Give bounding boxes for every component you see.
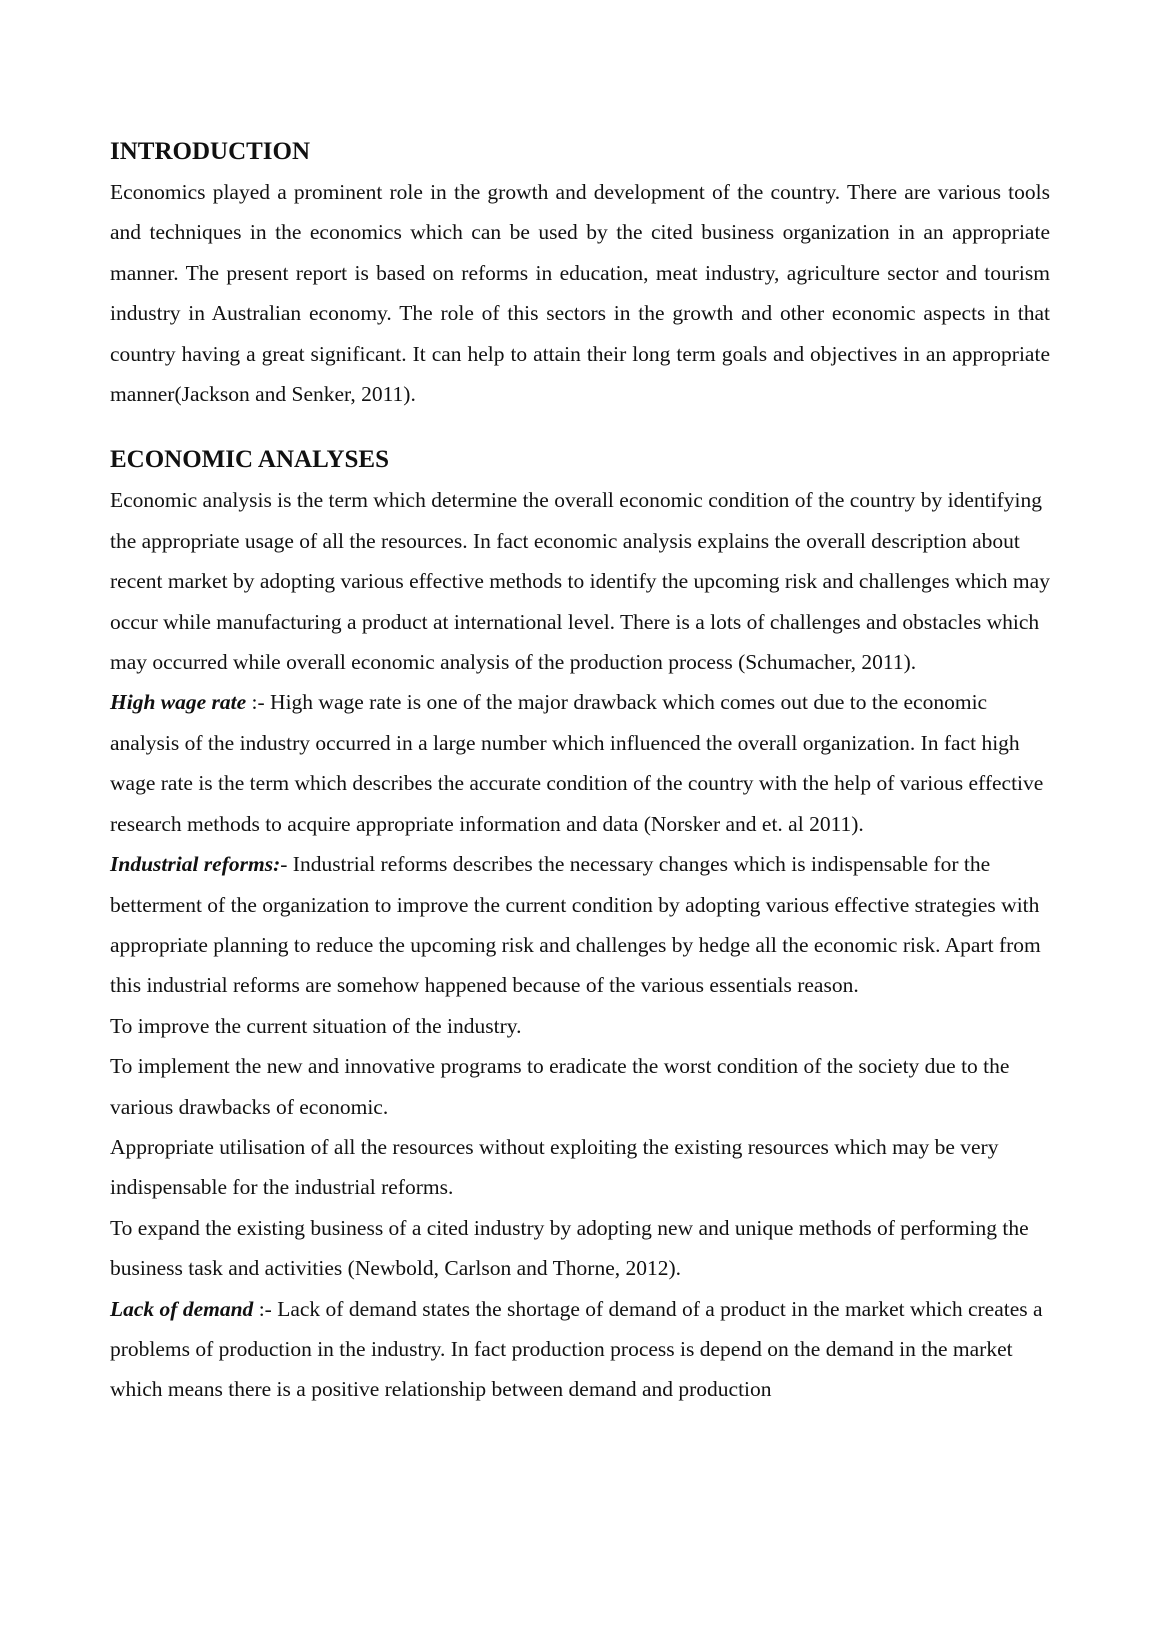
industrial-reforms-term: Industrial reforms: bbox=[110, 852, 281, 877]
industrial-reforms-text: - Industrial reforms describes the necessary changes which is indispensable for the betterment of the organization to improve the current condition by adopting various effective strategies with appropriate planning to reduce the upcoming risk and challenges by hedge all the economic risk. Apart from this industrial reforms are somehow happened because of the various essentials reason. bbox=[110, 852, 1041, 998]
document-page bbox=[110, 132, 1050, 1410]
high-wage-rate-paragraph bbox=[110, 682, 1050, 844]
reason-item: To expand the existing business of a cited industry by adopting new and unique methods of performing the business task and activities (Newbold, Carlson and Thorne, 2012). bbox=[110, 1215, 1029, 1281]
economic-analyses-paragraph: Economic analysis is the term which determine the overall economic condition of the country by identifying the appropriate usage of all the resources. In fact economic analysis explains the overall description about recent market by adopting various effective methods to identify the upcoming risk and challenges which may occur while manufacturing a product at international level. There is a lots of challenges and obstacles which may occurred while overall economic analysis of the production process (Schumacher, 2011). bbox=[110, 488, 1050, 675]
introduction-paragraph: Economics played a prominent role in the growth and development of the country. There are various tools and techniques in the economics which can be used by the cited business organization in an appropriate manner. The present report is based on reforms in education, meat industry, agriculture sector and tourism industry in Australian economy. The role of this sectors in the growth and other economic aspects in that country having a great significant. It can help to attain their long term goals and objectives in an appropriate manner(Jackson and Senker, 2011). bbox=[110, 180, 1050, 407]
reason-item: To implement the new and innovative programs to eradicate the worst condition of the society due to the various drawbacks of economic. bbox=[110, 1054, 1010, 1119]
introduction-heading: INTRODUCTION bbox=[110, 138, 311, 165]
reason-item: To improve the current situation of the industry. bbox=[110, 1013, 522, 1038]
high-wage-rate-text: :- High wage rate is one of the major drawback which comes out due to the economic analysis of the industry occurred in a large number which influenced the overall organization. In fact high wage rate is the term which describes the accurate condition of the country with the help of various effective research methods to acquire appropriate information and data (Norsker and et. al 2011). bbox=[110, 690, 1044, 836]
industrial-reforms-paragraph bbox=[110, 844, 1050, 1006]
lack-of-demand-term: Lack of demand bbox=[110, 1296, 254, 1321]
lack-of-demand-text: :- Lack of demand states the shortage of demand of a product in the market which creates a problems of production in the industry. In fact production process is depend on the demand in the market which means there is a positive relationship between demand and production bbox=[110, 1296, 1043, 1402]
reason-item: Appropriate utilisation of all the resources without exploiting the existing resources which may be very indispensable for the industrial reforms. bbox=[110, 1134, 999, 1200]
economic-analyses-heading: ECONOMIC ANALYSES bbox=[110, 446, 390, 474]
high-wage-rate-term: High wage rate bbox=[110, 690, 247, 715]
section-gap bbox=[110, 414, 1050, 440]
lack-of-demand-paragraph bbox=[110, 1289, 1050, 1410]
